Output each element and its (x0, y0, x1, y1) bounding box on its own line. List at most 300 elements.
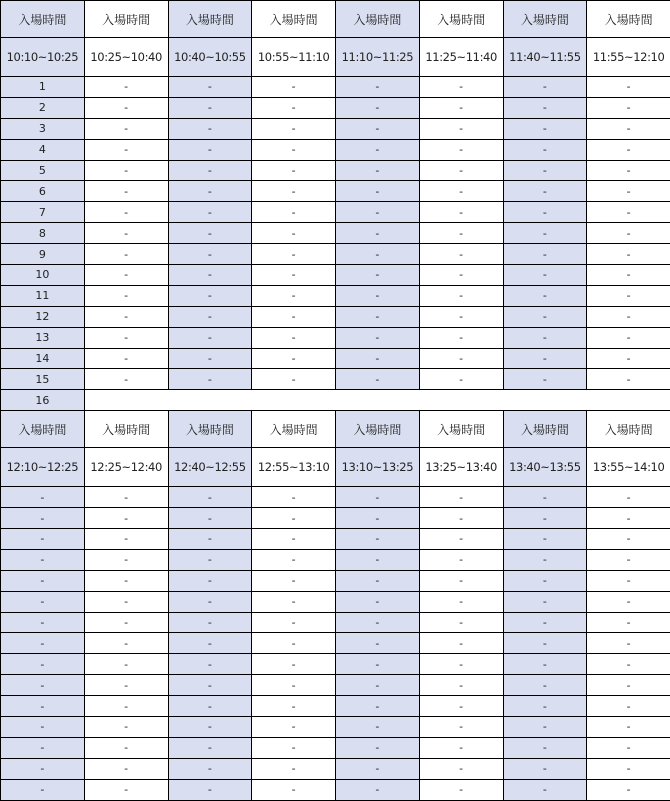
table-cell: - (419, 202, 503, 223)
table-cell: - (168, 737, 252, 758)
table-cell: - (587, 696, 670, 717)
table-cell: - (84, 508, 168, 529)
table-cell: - (587, 285, 670, 306)
time-slot: 11:25~11:40 (419, 38, 503, 77)
table-cell: - (1, 696, 85, 717)
table-cell: - (252, 181, 336, 202)
table-cell: - (252, 675, 336, 696)
table-cell: - (168, 306, 252, 327)
table-cell: - (336, 737, 420, 758)
table-cell: - (252, 612, 336, 633)
table-cell: - (1, 508, 85, 529)
table-cell: - (503, 549, 587, 570)
table-cell: - (252, 570, 336, 591)
table-cell: - (419, 529, 503, 550)
table-cell: - (419, 139, 503, 160)
table-cell: - (419, 570, 503, 591)
table-row (1, 675, 670, 696)
blank-cell (252, 390, 336, 411)
table-cell: - (503, 160, 587, 181)
table-cell: - (503, 285, 587, 306)
table-cell: - (419, 508, 503, 529)
table-cell: - (587, 549, 670, 570)
table-cell: - (503, 244, 587, 265)
table-cell: - (168, 348, 252, 369)
column-header: 入場時間 (252, 1, 336, 38)
table-cell: - (168, 612, 252, 633)
table-cell: - (336, 97, 420, 118)
time-slot: 13:10~13:25 (336, 448, 420, 487)
table-cell: - (1, 758, 85, 779)
table-cell: - (168, 223, 252, 244)
table-row (1, 696, 670, 717)
row-number: 1 (1, 77, 85, 98)
table-cell: - (336, 306, 420, 327)
table-cell: - (419, 612, 503, 633)
table-cell: - (168, 675, 252, 696)
table-cell: - (503, 327, 587, 348)
time-slot: 12:25~12:40 (84, 448, 168, 487)
blank-cell (84, 390, 168, 411)
table-cell: - (419, 696, 503, 717)
table-cell: - (587, 675, 670, 696)
table-cell: - (84, 570, 168, 591)
row-number: 15 (1, 369, 85, 390)
table-cell: - (503, 265, 587, 286)
table-cell: - (336, 633, 420, 654)
table-cell: - (503, 202, 587, 223)
table-cell: - (503, 306, 587, 327)
table-cell: - (587, 779, 670, 800)
column-header: 入場時間 (252, 411, 336, 448)
table-cell: - (252, 633, 336, 654)
table-cell: - (587, 717, 670, 738)
table-cell: - (1, 487, 85, 508)
table-cell: - (252, 717, 336, 738)
table-cell: - (84, 202, 168, 223)
table-row (1, 591, 670, 612)
row-number: 16 (1, 390, 85, 411)
table-cell: - (503, 529, 587, 550)
table-cell: - (252, 348, 336, 369)
table-cell: - (84, 327, 168, 348)
table-cell: - (336, 348, 420, 369)
table-cell: - (168, 265, 252, 286)
table-cell: - (503, 118, 587, 139)
row-number: 2 (1, 97, 85, 118)
table-cell: - (168, 529, 252, 550)
table-cell: - (503, 97, 587, 118)
table-cell: - (84, 779, 168, 800)
table-cell: - (1, 737, 85, 758)
table-cell: - (336, 487, 420, 508)
table-cell: - (84, 160, 168, 181)
column-header: 入場時間 (168, 1, 252, 38)
table-cell: - (419, 737, 503, 758)
table-row-extra (1, 390, 670, 411)
table-cell: - (84, 654, 168, 675)
table-cell: - (252, 487, 336, 508)
table-cell: - (336, 654, 420, 675)
table-cell: - (252, 77, 336, 98)
table-cell: - (587, 591, 670, 612)
table-cell: - (1, 529, 85, 550)
table-cell: - (419, 758, 503, 779)
table-cell: - (587, 327, 670, 348)
table-cell: - (503, 696, 587, 717)
table-cell: - (336, 223, 420, 244)
table-cell: - (84, 97, 168, 118)
column-header: 入場時間 (419, 1, 503, 38)
table-cell: - (168, 369, 252, 390)
table-row (1, 654, 670, 675)
table-row (1, 737, 670, 758)
table-cell: - (168, 654, 252, 675)
row-number: 10 (1, 265, 85, 286)
table-cell: - (252, 779, 336, 800)
table-cell: - (336, 570, 420, 591)
table-cell: - (503, 717, 587, 738)
table-cell: - (252, 306, 336, 327)
table-cell: - (419, 717, 503, 738)
table-row (1, 369, 670, 390)
table-cell: - (503, 633, 587, 654)
table-row (1, 327, 670, 348)
column-header: 入場時間 (1, 411, 85, 448)
header-row-1 (1, 1, 670, 38)
table-row (1, 633, 670, 654)
table-row (1, 487, 670, 508)
table-cell: - (587, 612, 670, 633)
time-slot-row-1 (1, 38, 670, 77)
table-cell: - (419, 97, 503, 118)
table-cell: - (168, 118, 252, 139)
table-cell: - (587, 223, 670, 244)
table-cell: - (419, 549, 503, 570)
table-cell: - (168, 779, 252, 800)
column-header: 入場時間 (503, 1, 587, 38)
table-cell: - (168, 77, 252, 98)
table-cell: - (503, 369, 587, 390)
table-cell: - (419, 77, 503, 98)
table-cell: - (168, 487, 252, 508)
table-cell: - (252, 529, 336, 550)
table-row (1, 244, 670, 265)
table-cell: - (336, 758, 420, 779)
time-slot: 13:55~14:10 (587, 448, 670, 487)
table-cell: - (252, 654, 336, 675)
table-cell: - (84, 244, 168, 265)
table-row (1, 570, 670, 591)
row-number: 3 (1, 118, 85, 139)
time-slot: 11:10~11:25 (336, 38, 420, 77)
table-cell: - (1, 591, 85, 612)
row-number: 5 (1, 160, 85, 181)
table-cell: - (503, 654, 587, 675)
table-cell: - (587, 758, 670, 779)
row-number: 14 (1, 348, 85, 369)
table-row (1, 223, 670, 244)
table-cell: - (587, 570, 670, 591)
table-cell: - (336, 612, 420, 633)
table-cell: - (168, 633, 252, 654)
table-cell: - (503, 570, 587, 591)
table-cell: - (168, 160, 252, 181)
table-cell: - (419, 244, 503, 265)
table-cell: - (84, 529, 168, 550)
table-row (1, 97, 670, 118)
table-cell: - (252, 327, 336, 348)
time-slot: 11:40~11:55 (503, 38, 587, 77)
table-cell: - (336, 779, 420, 800)
table-row (1, 549, 670, 570)
table-row (1, 348, 670, 369)
table-cell: - (168, 327, 252, 348)
table-cell: - (1, 570, 85, 591)
table-cell: - (503, 758, 587, 779)
time-slot: 13:25~13:40 (419, 448, 503, 487)
table-row (1, 612, 670, 633)
table-cell: - (336, 265, 420, 286)
table-cell: - (419, 223, 503, 244)
table-cell: - (419, 487, 503, 508)
table-cell: - (252, 223, 336, 244)
table-cell: - (168, 139, 252, 160)
table-cell: - (84, 265, 168, 286)
table-cell: - (419, 118, 503, 139)
table-cell: - (419, 265, 503, 286)
table-cell: - (168, 508, 252, 529)
table-cell: - (587, 97, 670, 118)
table-cell: - (168, 202, 252, 223)
time-slot: 10:25~10:40 (84, 38, 168, 77)
table-cell: - (84, 549, 168, 570)
table-cell: - (587, 654, 670, 675)
table-cell: - (336, 696, 420, 717)
table-cell: - (587, 529, 670, 550)
table-cell: - (1, 549, 85, 570)
blank-cell (503, 390, 587, 411)
column-header: 入場時間 (503, 411, 587, 448)
table-cell: - (252, 265, 336, 286)
table-cell: - (84, 181, 168, 202)
table-cell: - (587, 633, 670, 654)
table-cell: - (84, 487, 168, 508)
table-cell: - (336, 285, 420, 306)
table-cell: - (503, 591, 587, 612)
table-cell: - (1, 654, 85, 675)
table-cell: - (84, 77, 168, 98)
table-cell: - (419, 348, 503, 369)
time-slot: 12:40~12:55 (168, 448, 252, 487)
table-cell: - (587, 160, 670, 181)
table-cell: - (252, 696, 336, 717)
table-cell: - (587, 77, 670, 98)
table-cell: - (419, 327, 503, 348)
table-cell: - (1, 675, 85, 696)
table-row (1, 508, 670, 529)
table-cell: - (503, 487, 587, 508)
blank-cell (419, 390, 503, 411)
table-cell: - (419, 591, 503, 612)
table-cell: - (252, 244, 336, 265)
table-row (1, 181, 670, 202)
table-cell: - (419, 654, 503, 675)
table-cell: - (336, 118, 420, 139)
table-row (1, 758, 670, 779)
table-cell: - (1, 633, 85, 654)
time-slot: 10:40~10:55 (168, 38, 252, 77)
table-cell: - (419, 633, 503, 654)
table-cell: - (168, 181, 252, 202)
column-header: 入場時間 (84, 411, 168, 448)
table-cell: - (252, 549, 336, 570)
table-cell: - (252, 202, 336, 223)
table-cell: - (84, 223, 168, 244)
table-cell: - (419, 306, 503, 327)
table-cell: - (336, 529, 420, 550)
table-cell: - (1, 717, 85, 738)
column-header: 入場時間 (168, 411, 252, 448)
table-cell: - (587, 202, 670, 223)
table-cell: - (168, 591, 252, 612)
table-cell: - (336, 77, 420, 98)
blank-cell (168, 390, 252, 411)
row-number: 12 (1, 306, 85, 327)
table-cell: - (587, 181, 670, 202)
table-cell: - (336, 327, 420, 348)
table-cell: - (84, 717, 168, 738)
table-cell: - (587, 244, 670, 265)
table-cell: - (336, 508, 420, 529)
table-cell: - (1, 612, 85, 633)
table-cell: - (503, 508, 587, 529)
table-cell: - (84, 118, 168, 139)
table-cell: - (84, 696, 168, 717)
table-cell: - (252, 508, 336, 529)
table-cell: - (252, 285, 336, 306)
table-cell: - (84, 306, 168, 327)
table-cell: - (168, 717, 252, 738)
table-cell: - (587, 369, 670, 390)
table-cell: - (168, 549, 252, 570)
table-cell: - (503, 77, 587, 98)
table-cell: - (336, 549, 420, 570)
column-header: 入場時間 (587, 1, 670, 38)
column-header: 入場時間 (336, 411, 420, 448)
table-cell: - (1, 779, 85, 800)
table-row (1, 717, 670, 738)
row-number: 7 (1, 202, 85, 223)
time-slot: 10:55~11:10 (252, 38, 336, 77)
table-cell: - (84, 285, 168, 306)
table-cell: - (587, 348, 670, 369)
table-cell: - (587, 508, 670, 529)
table-cell: - (503, 612, 587, 633)
row-number: 6 (1, 181, 85, 202)
table-cell: - (587, 306, 670, 327)
table-cell: - (503, 348, 587, 369)
table-cell: - (336, 139, 420, 160)
time-slot: 11:55~12:10 (587, 38, 670, 77)
table-cell: - (252, 97, 336, 118)
table-cell: - (168, 570, 252, 591)
column-header: 入場時間 (419, 411, 503, 448)
table-cell: - (587, 139, 670, 160)
table-row (1, 77, 670, 98)
table-cell: - (336, 244, 420, 265)
table-row (1, 202, 670, 223)
table-cell: - (419, 285, 503, 306)
table-cell: - (84, 369, 168, 390)
row-number: 8 (1, 223, 85, 244)
table-cell: - (419, 160, 503, 181)
table-cell: - (336, 675, 420, 696)
table-cell: - (252, 737, 336, 758)
table-row (1, 118, 670, 139)
column-header: 入場時間 (84, 1, 168, 38)
table-cell: - (84, 675, 168, 696)
table-cell: - (503, 779, 587, 800)
row-number: 4 (1, 139, 85, 160)
table-cell: - (84, 348, 168, 369)
time-slot: 12:10~12:25 (1, 448, 85, 487)
table-cell: - (84, 139, 168, 160)
blank-cell (587, 390, 670, 411)
table-cell: - (336, 591, 420, 612)
table-cell: - (503, 675, 587, 696)
time-slot-row-2 (1, 448, 670, 487)
column-header: 入場時間 (587, 411, 670, 448)
header-row-2 (1, 411, 670, 448)
time-slot: 12:55~13:10 (252, 448, 336, 487)
table-cell: - (336, 181, 420, 202)
blank-cell (336, 390, 420, 411)
table-cell: - (168, 758, 252, 779)
row-number: 9 (1, 244, 85, 265)
table-cell: - (587, 118, 670, 139)
table-cell: - (252, 160, 336, 181)
table-cell: - (168, 285, 252, 306)
table-row (1, 139, 670, 160)
table-cell: - (252, 758, 336, 779)
table-cell: - (587, 737, 670, 758)
table-cell: - (587, 265, 670, 286)
table-cell: - (419, 181, 503, 202)
table-cell: - (84, 758, 168, 779)
table-row (1, 160, 670, 181)
table-row (1, 265, 670, 286)
table-row (1, 306, 670, 327)
table-cell: - (84, 737, 168, 758)
table-cell: - (336, 717, 420, 738)
table-cell: - (503, 181, 587, 202)
table-cell: - (503, 139, 587, 160)
table-cell: - (168, 696, 252, 717)
time-slot: 13:40~13:55 (503, 448, 587, 487)
table-cell: - (168, 97, 252, 118)
table-cell: - (419, 779, 503, 800)
table-cell: - (168, 244, 252, 265)
table-cell: - (336, 369, 420, 390)
table-cell: - (252, 369, 336, 390)
table-cell: - (84, 591, 168, 612)
table-cell: - (84, 612, 168, 633)
table-cell: - (252, 118, 336, 139)
table-cell: - (336, 160, 420, 181)
column-header: 入場時間 (336, 1, 420, 38)
column-header: 入場時間 (1, 1, 85, 38)
